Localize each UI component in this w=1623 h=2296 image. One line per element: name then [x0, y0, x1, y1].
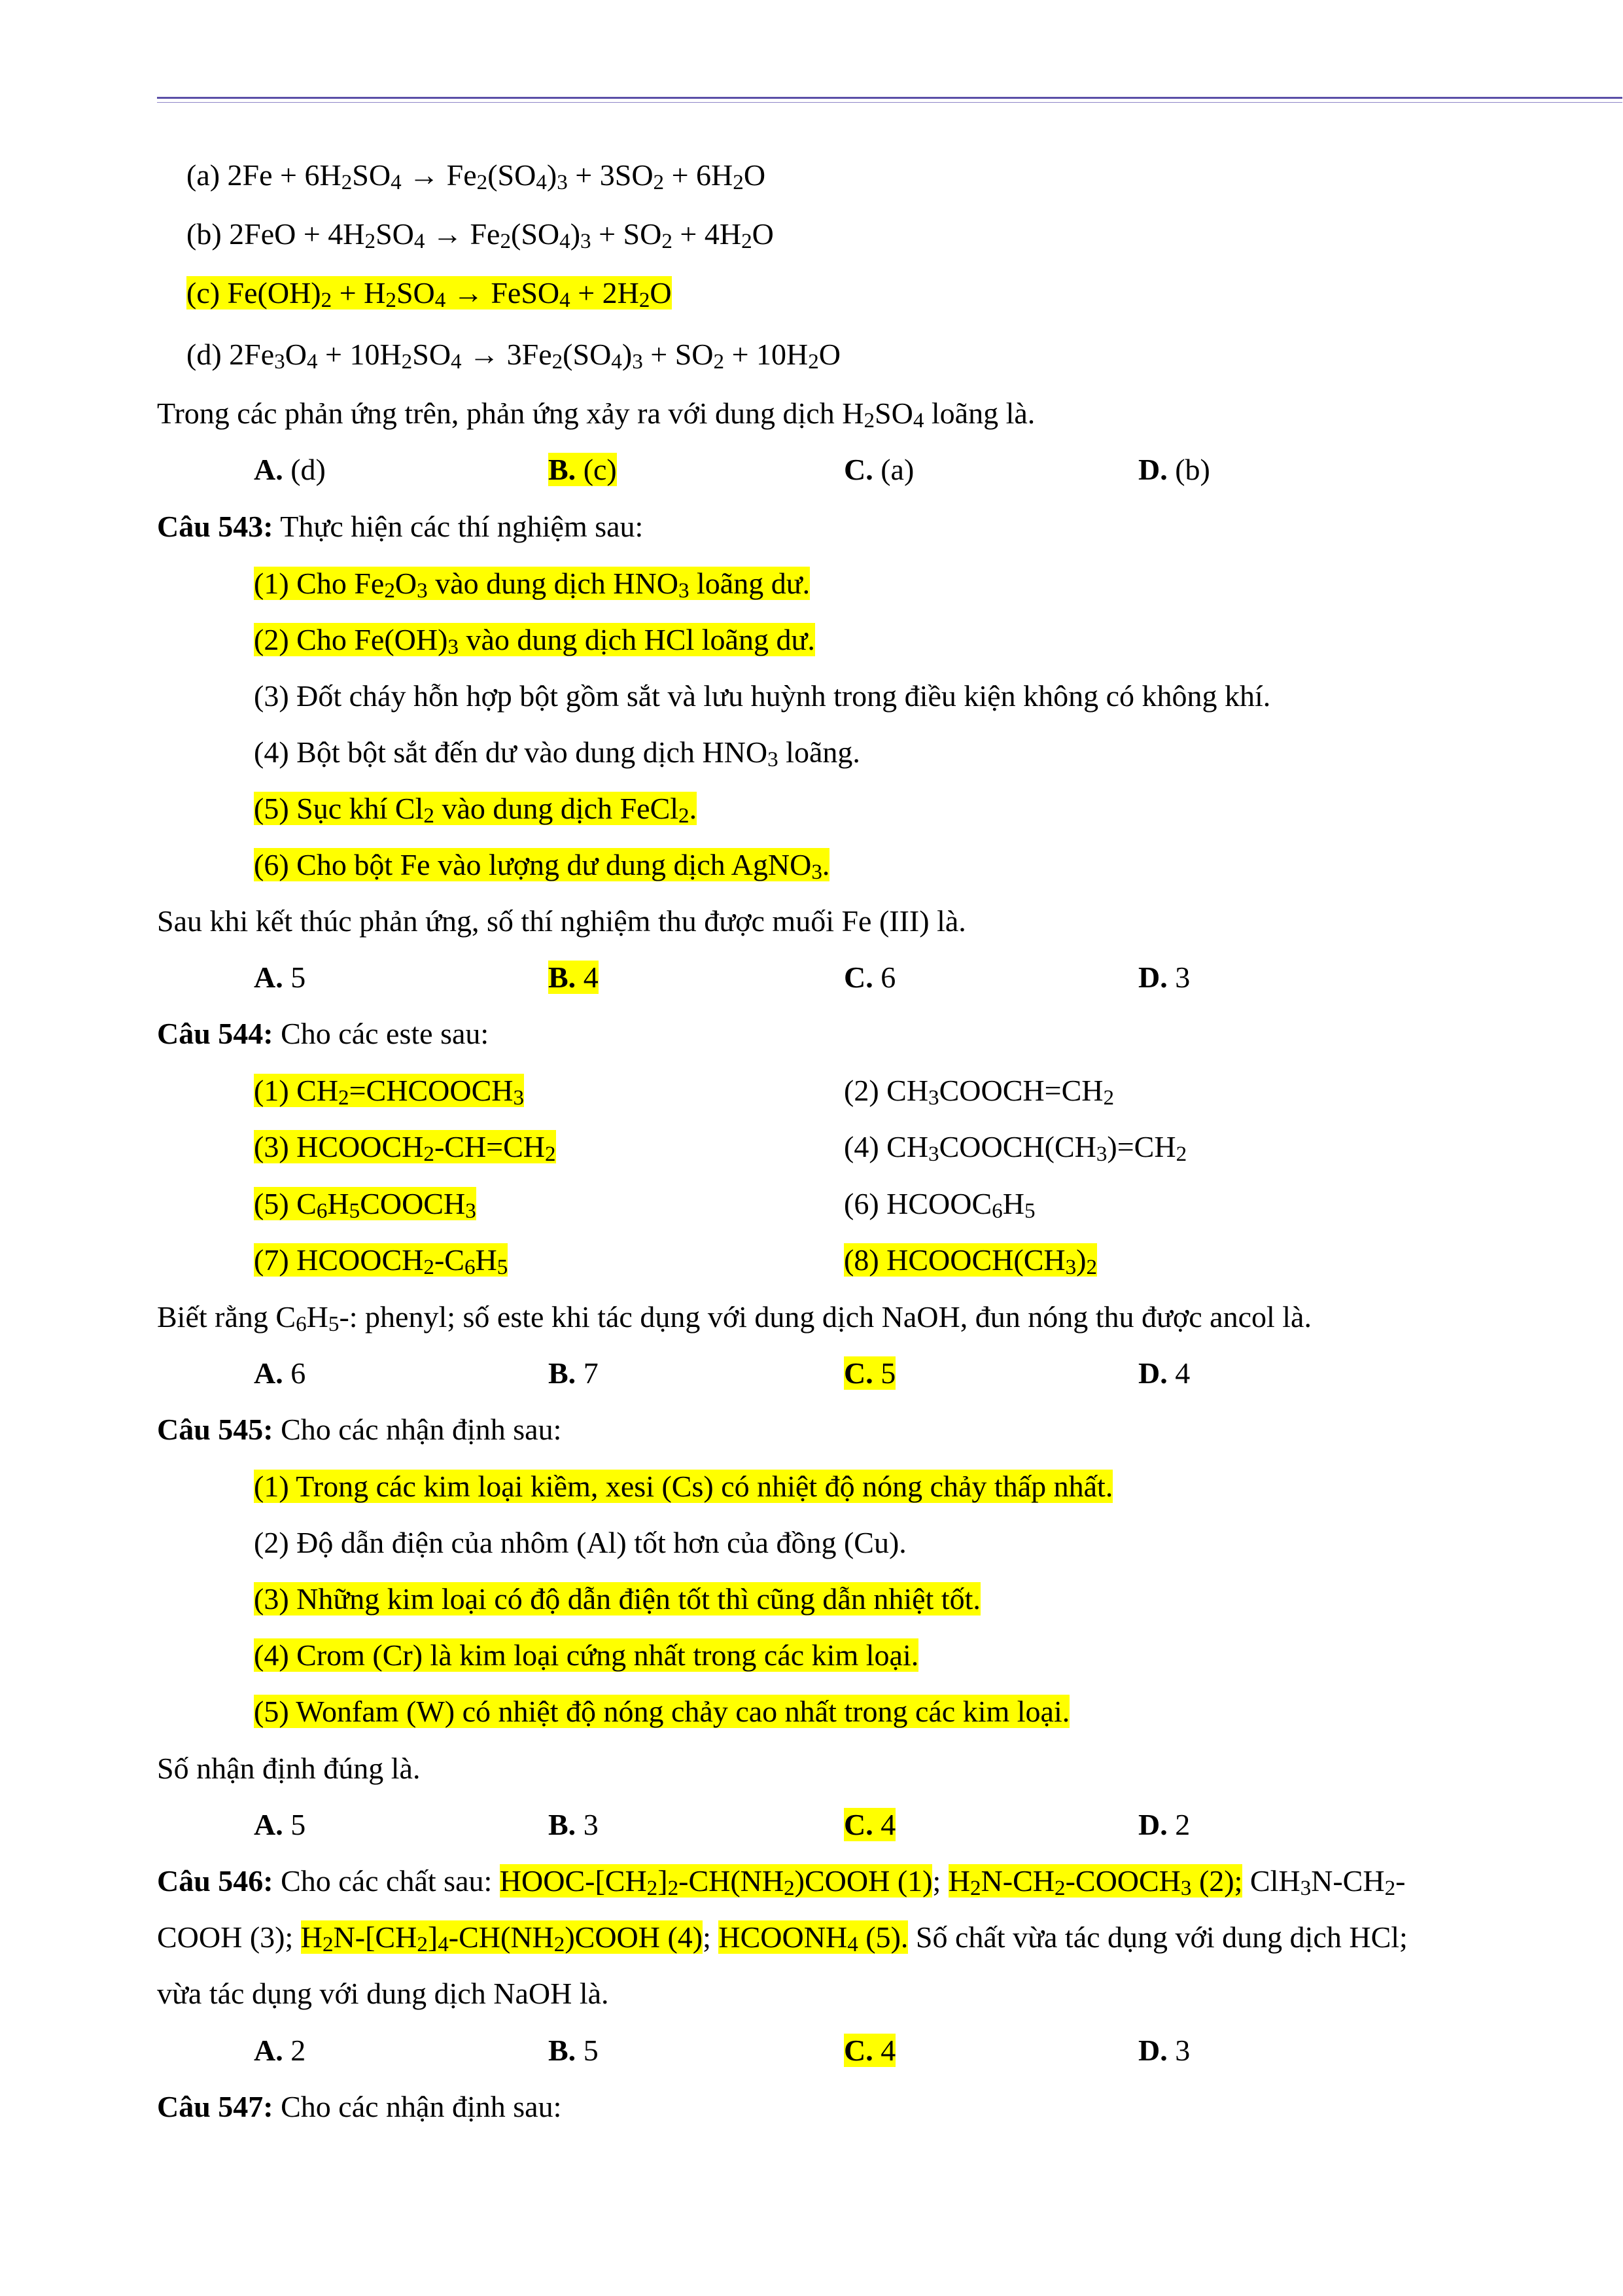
q544-ester-2: (2) $CH_3COOCH=CH_2$ [844, 1074, 1115, 1110]
q545-item-5: (5) Wonfam (W) có nhiệt độ nóng chảy cao nhất trong các kim loại. [254, 1695, 1070, 1728]
q543-item-5: (5) Sục khí $Cl_2$ vào dung dịch FeCl$_2$. [254, 792, 697, 828]
q543-option-c: C. 6 [844, 961, 896, 994]
question-546-line-1: Câu 546: Cho các chất sau: HOOC-$[CH_2]_2-CH(NH_2)COOH$ (1); $H_2N-CH_2-COOCH_3$ (2); $ClH_3N-CH_2-$ [157, 1864, 1406, 1900]
q546-option-a: A. 2 [254, 2034, 306, 2067]
q545-option-a: A. 5 [254, 1808, 306, 1841]
q543-item-4: (4) Bột bột sắt đến dư vào dung dịch $HNO_3$ loãng. [254, 735, 860, 771]
q545-item-3: (3) Những kim loại có độ dẫn điện tốt thì cũng dẫn nhiệt tốt. [254, 1582, 981, 1616]
q545-stem: Số nhận định đúng là. [157, 1752, 421, 1785]
option-d: D. (b) [1138, 453, 1210, 486]
reaction-b: (b) $2FeO + 4H_2SO_4 \to Fe_2(SO_4)_3 + SO_2 + 4H_2O$ [186, 217, 774, 253]
q545-item-4: (4) Crom (Cr) là kim loại cứng nhất trong các kim loại. [254, 1638, 919, 1672]
q543-stem: Sau khi kết thúc phản ứng, số thí nghiệm thu được muối Fe (III) là. [157, 904, 966, 938]
q546-option-d: D. 3 [1138, 2034, 1191, 2067]
q545-option-d: D. 2 [1138, 1808, 1191, 1841]
header-rule-thin [157, 102, 1622, 103]
reaction-c: (c) $Fe(OH)_2 + H_2SO_4$ → FeSO$_4$ + $2H_2O$ [186, 276, 672, 312]
q544-ester-3: (3) $HCOOCH_2-CH=CH_2$ [254, 1130, 556, 1166]
q543-option-b: B. 4 [548, 961, 599, 994]
q543-item-2: (2) Cho $Fe(OH)_3$ vào dung dịch HCl loãng dư. [254, 623, 815, 659]
q544-option-a: A. 6 [254, 1356, 306, 1390]
q544-ester-7: (7) $HCOOCH_2-C_6H_5$ [254, 1243, 508, 1279]
q544-option-d: D. 4 [1138, 1356, 1191, 1390]
q546-option-b: B. 5 [548, 2034, 599, 2067]
question-545-title: Câu 545: Cho các nhận định sau: [157, 1413, 562, 1446]
q544-ester-6: (6) $HCOOC_6H_5$ [844, 1187, 1036, 1223]
q543-item-6: (6) Cho bột Fe vào lượng dư dung dịch AgNO$_3$. [254, 848, 830, 884]
question-546-line-2: COOH (3); $H_2N-[CH_2]_4-CH(NH_2)COOH$ (4); $HCOONH_4$ (5). Số chất vừa tác dụng với dung dịch HCl; [157, 1920, 1408, 1956]
question-544-title: Câu 544: Cho các este sau: [157, 1017, 489, 1050]
question-stem: Trong các phản ứng trên, phản ứng xảy ra với dung dịch $H_2SO_4$ loãng là. [157, 397, 1036, 433]
reaction-d: (d) $2Fe_3O_4 + 10H_2SO_4 \to 3Fe_2(SO_4)_3 + SO_2 + 10H_2O$ [186, 338, 841, 374]
q545-option-c: C. 4 [844, 1808, 896, 1841]
q543-option-d: D. 3 [1138, 961, 1191, 994]
q544-ester-4: (4) $CH_3COOCH(CH_3)=CH_2$ [844, 1130, 1187, 1166]
q543-option-a: A. 5 [254, 961, 306, 994]
q544-option-b: B. 7 [548, 1356, 599, 1390]
question-543-title: Câu 543: Thực hiện các thí nghiệm sau: [157, 510, 644, 543]
q544-ester-5: (5) $C_6H_5COOCH_3$ [254, 1187, 476, 1223]
question-546-line-3: vừa tác dụng với dung dịch NaOH là. [157, 1977, 609, 2010]
q545-item-2: (2) Độ dẫn điện của nhôm (Al) tốt hơn của đồng (Cu). [254, 1526, 907, 1559]
option-c: C. (a) [844, 453, 915, 486]
header-rule [157, 97, 1622, 99]
q545-item-1: (1) Trong các kim loại kiềm, xesi (Cs) có nhiệt độ nóng chảy thấp nhất. [254, 1470, 1113, 1503]
q543-item-3: (3) Đốt cháy hỗn hợp bột gồm sắt và lưu huỳnh trong điều kiện không có không khí. [254, 679, 1271, 713]
reaction-a: (a) $2Fe + 6H_2SO_4 \to Fe_2(SO_4)_3 + 3SO_2 + 6H_2O$ [186, 158, 766, 194]
q543-item-1: (1) Cho $Fe_2O_3$ vào dung dịch $HNO_3$ loãng dư. [254, 567, 811, 603]
q545-option-b: B. 3 [548, 1808, 599, 1841]
option-b: B. (c) [548, 453, 617, 486]
q544-stem: Biết rằng $C_6H_5-$: phenyl; số este khi tác dụng với dung dịch NaOH, đun nóng thu được ancol là. [157, 1300, 1312, 1336]
option-a: A. (d) [254, 453, 326, 486]
q544-ester-8: (8) $HCOOCH(CH_3)_2$ [844, 1243, 1098, 1279]
question-547-title: Câu 547: Cho các nhận định sau: [157, 2090, 562, 2123]
q546-option-c: C. 4 [844, 2034, 896, 2067]
q544-ester-1: (1) $CH_2=CHCOOCH_3$ [254, 1074, 525, 1110]
q544-option-c: C. 5 [844, 1356, 896, 1390]
